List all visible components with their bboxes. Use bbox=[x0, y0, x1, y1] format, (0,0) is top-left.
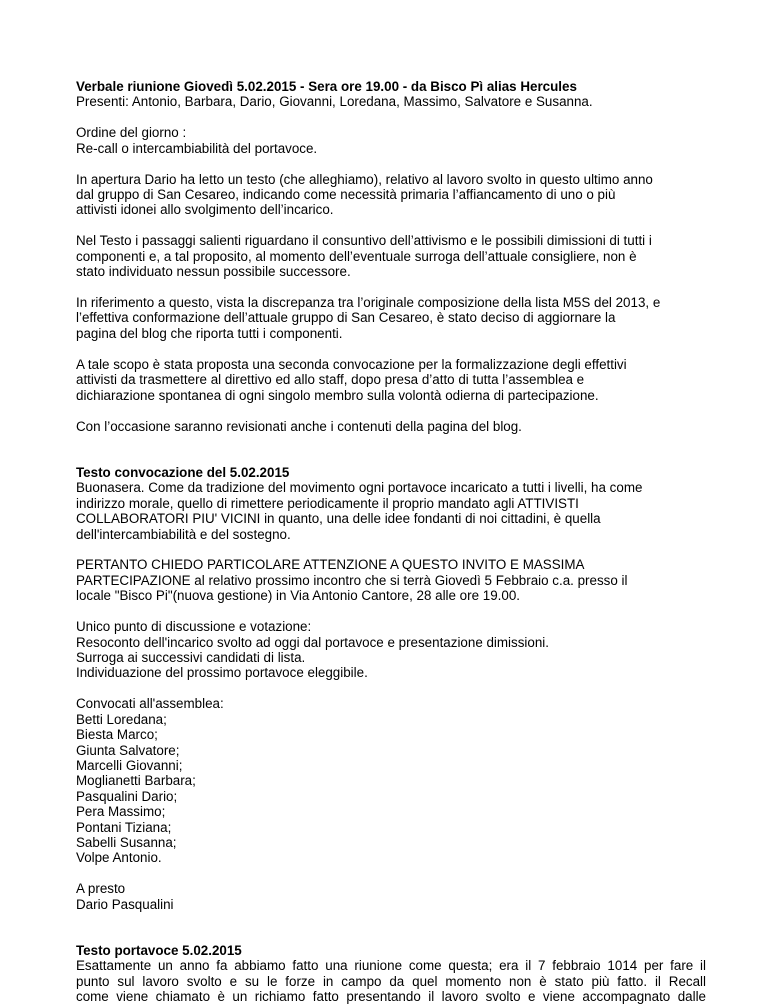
text-line: Resoconto dell'incarico svolto ad oggi dal portavoce e presentazione dimissioni. bbox=[76, 634, 549, 650]
text-line: In riferimento a questo, vista la discrepanza tra l’originale composizione della lista M5S del 2013, e bbox=[76, 295, 661, 311]
list-item: Giunta Salvatore; bbox=[76, 742, 180, 758]
text-line: PARTECIPAZIONE al relativo prossimo incontro che si terrà Giovedì 5 Febbraio c.a. presso il bbox=[76, 572, 628, 588]
text-line: Individuazione del prossimo portavoce eleggibile. bbox=[76, 665, 368, 681]
text-line: Unico punto di discussione e votazione: bbox=[76, 619, 312, 635]
closing-line: A presto bbox=[76, 881, 126, 897]
list-item: Biesta Marco; bbox=[76, 727, 158, 743]
text-line: Surroga ai successivi candidati di lista. bbox=[76, 649, 306, 665]
text-line: come viene chiamato è un richiamo fatto presentando il lavoro svolto e viene accompagnato dalle bbox=[76, 989, 706, 1005]
convocazione-paragraph-1 bbox=[76, 480, 706, 542]
convocazione-title: Testo convocazione del 5.02.2015 bbox=[76, 464, 290, 480]
text-line: pagina del blog che riporta tutti i componenti. bbox=[76, 325, 343, 341]
list-item: Sabelli Susanna; bbox=[76, 834, 177, 850]
list-item: Moglianetti Barbara; bbox=[76, 773, 196, 789]
text-line: Buonasera. Come da tradizione del movimento ogni portavoce incaricato a tutti i livelli, ha come bbox=[76, 480, 643, 496]
text-line: punto sul lavoro svolto e su le forze in campo da quel momento non è stato più fatto. il Recall bbox=[76, 973, 706, 989]
list-item: Pera Massimo; bbox=[76, 804, 166, 820]
verbale-paragraph-2 bbox=[76, 233, 706, 279]
text-line: A tale scopo è stata proposta una seconda convocazione per la formalizzazione degli effettivi bbox=[76, 356, 627, 372]
signature-block bbox=[76, 881, 706, 912]
verbale-paragraph-1 bbox=[76, 172, 706, 218]
convocati-label: Convocati all'assemblea: bbox=[76, 696, 224, 712]
text-line: attivisti da trasmettere al direttivo ed allo staff, dopo presa d’atto di tutta l’assemblea e bbox=[76, 372, 585, 388]
verbale-paragraph-5: Con l’occasione saranno revisionati anche i contenuti della pagina del blog. bbox=[76, 418, 522, 434]
list-item: Betti Loredana; bbox=[76, 711, 167, 727]
convocati-list bbox=[76, 696, 706, 865]
text-line: Nel Testo i passaggi salienti riguardano il consuntivo dell’attivismo e le possibili dimissioni di tutti i bbox=[76, 233, 652, 249]
list-item: Volpe Antonio. bbox=[76, 850, 162, 866]
list-item: Pontani Tiziana; bbox=[76, 819, 172, 835]
ordine-label: Ordine del giorno : bbox=[76, 125, 187, 141]
text-line: stato individuato nessun possibile successore. bbox=[76, 264, 351, 280]
text-line: Esattamente un anno fa abbiamo fatto una riunione come questa; era il 7 febbraio 1014 per fare il bbox=[76, 958, 706, 974]
text-line: dell'intercambiabilità e del sostegno. bbox=[76, 526, 291, 542]
convocazione-section bbox=[76, 465, 706, 912]
portavoce-section bbox=[76, 943, 706, 1005]
list-item: Marcelli Giovanni; bbox=[76, 757, 183, 773]
text-line: In apertura Dario ha letto un testo (che alleghiamo), relativo al lavoro svolto in questo ultimo anno bbox=[76, 171, 653, 187]
text-line: dal gruppo di San Cesareo, indicando come necessità primaria l’affiancamento di uno o più bbox=[76, 187, 616, 203]
document-page bbox=[76, 79, 706, 1005]
portavoce-title: Testo portavoce 5.02.2015 bbox=[76, 943, 242, 959]
ordine-item: Re-call o intercambiabilità del portavoce. bbox=[76, 140, 318, 156]
text-line: COLLABORATORI PIU' VICINI in quanto, una delle idee fondanti di noi cittadini, è quella bbox=[76, 511, 601, 527]
convocazione-paragraph-2 bbox=[76, 557, 706, 603]
verbale-section bbox=[76, 79, 706, 434]
presenti-line: Presenti: Antonio, Barbara, Dario, Giovanni, Loredana, Massimo, Salvatore e Susanna. bbox=[76, 94, 593, 110]
verbale-paragraph-4 bbox=[76, 357, 706, 403]
verbale-paragraph-3 bbox=[76, 295, 706, 341]
verbale-title: Verbale riunione Giovedì 5.02.2015 - Sera ore 19.00 - da Bisco Pì alias Hercules bbox=[76, 79, 577, 94]
text-line: indirizzo morale, quello di rimettere periodicamente il proprio mandato agli ATTIVISTI bbox=[76, 495, 579, 511]
text-line: dichiarazione spontanea di ogni singolo membro sulla volontà odierna di partecipazione. bbox=[76, 387, 599, 403]
text-line: PERTANTO CHIEDO PARTICOLARE ATTENZIONE A QUESTO INVITO E MASSIMA bbox=[76, 557, 585, 573]
text-line: attivisti idonei allo svolgimento dell’incarico. bbox=[76, 202, 334, 218]
text-line: componenti e, a tal proposito, al momento dell’eventuale surroga dell’attuale consigliere, non è bbox=[76, 248, 637, 264]
text-line: locale "Bisco Pi"(nuova gestione) in Via Antonio Cantore, 28 alle ore 19.00. bbox=[76, 588, 520, 604]
text-line: l’effettiva conformazione dell’attuale gruppo di San Cesareo, è stato deciso di aggiornare la bbox=[76, 310, 616, 326]
list-item: Pasqualini Dario; bbox=[76, 788, 178, 804]
signature-name: Dario Pasqualini bbox=[76, 896, 174, 912]
convocazione-agenda bbox=[76, 619, 706, 681]
